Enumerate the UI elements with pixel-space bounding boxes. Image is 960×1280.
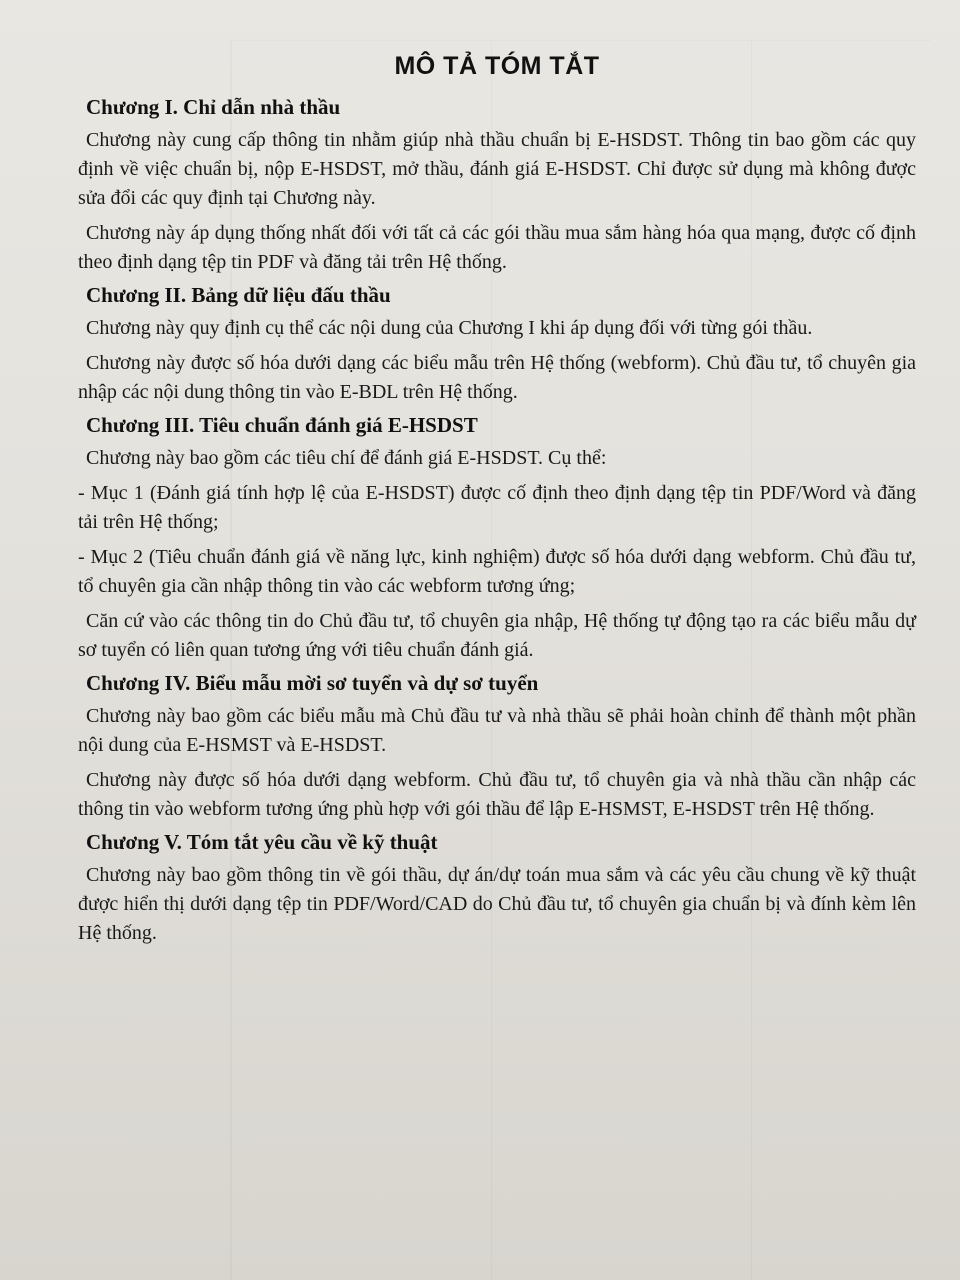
chapter-heading: Chương II. Bảng dữ liệu đấu thầu: [86, 283, 391, 307]
bullet-paragraph: - Mục 1 (Đánh giá tính hợp lệ của E-HSDST) được cố định theo định dạng tệp tin PDF/Word và đăng tải trên Hệ thống;: [78, 482, 916, 533]
chapter-3: [78, 413, 916, 665]
chapter-heading: Chương I. Chỉ dẫn nhà thầu: [86, 95, 341, 119]
page-title: MÔ TẢ TÓM TẮT: [394, 52, 600, 80]
paragraph: Chương này cung cấp thông tin nhằm giúp nhà thầu chuẩn bị E-HSDST. Thông tin bao gồm các quy định về việc chuẩn bị, nộp E-HSDST, mở thầu, đánh giá E-HSDST. Chỉ được sử dụng mà không được sửa đổi các quy định tại Chương này.: [78, 129, 916, 209]
paragraph: Chương này được số hóa dưới dạng webform. Chủ đầu tư, tổ chuyên gia và nhà thầu cần nhập các thông tin vào webform tương ứng phù hợp với gói thầu để lập E-HSMST, E-HSDST trên Hệ thống.: [78, 769, 916, 820]
paragraph: Chương này bao gồm các tiêu chí để đánh giá E-HSDST. Cụ thể:: [86, 447, 607, 469]
paragraph: Chương này được số hóa dưới dạng các biểu mẫu trên Hệ thống (webform). Chủ đầu tư, tổ chuyên gia nhập các nội dung thông tin vào E-BDL trên Hệ thống.: [78, 352, 916, 403]
paragraph: Chương này bao gồm thông tin về gói thầu, dự án/dự toán mua sắm và các yêu cầu chung về kỹ thuật được hiển thị dưới dạng tệp tin PDF/Word/CAD do Chủ đầu tư, tổ chuyên gia chuẩn bị và đính kèm lên Hệ thống.: [78, 864, 916, 944]
chapter-1: [78, 95, 916, 277]
paragraph: Chương này quy định cụ thể các nội dung của Chương I khi áp dụng đối với từng gói thầu.: [86, 317, 813, 339]
bullet-paragraph: - Mục 2 (Tiêu chuẩn đánh giá về năng lực, kinh nghiệm) được số hóa dưới dạng webform. Chủ đầu tư, tổ chuyên gia cần nhập thông tin vào các webform tương ứng;: [78, 546, 916, 597]
chapter-5: [78, 830, 916, 948]
paragraph: Chương này áp dụng thống nhất đối với tất cả các gói thầu mua sắm hàng hóa qua mạng, được cố định theo định dạng tệp tin PDF và đăng tải trên Hệ thống.: [78, 222, 916, 273]
chapter-heading: Chương III. Tiêu chuẩn đánh giá E-HSDST: [86, 413, 478, 437]
chapter-4: [78, 671, 916, 824]
chapter-heading: Chương V. Tóm tắt yêu cầu về kỹ thuật: [86, 830, 438, 854]
paragraph: Chương này bao gồm các biểu mẫu mà Chủ đầu tư và nhà thầu sẽ phải hoàn chỉnh để thành một phần nội dung của E-HSMST và E-HSDST.: [78, 705, 916, 756]
document-content: [78, 52, 916, 954]
paragraph: Căn cứ vào các thông tin do Chủ đầu tư, tổ chuyên gia nhập, Hệ thống tự động tạo ra các biểu mẫu dự sơ tuyển có liên quan tương ứng với tiêu chuẩn đánh giá.: [78, 610, 916, 661]
chapter-2: [78, 283, 916, 407]
chapter-heading: Chương IV. Biểu mẫu mời sơ tuyển và dự sơ tuyển: [86, 671, 539, 695]
